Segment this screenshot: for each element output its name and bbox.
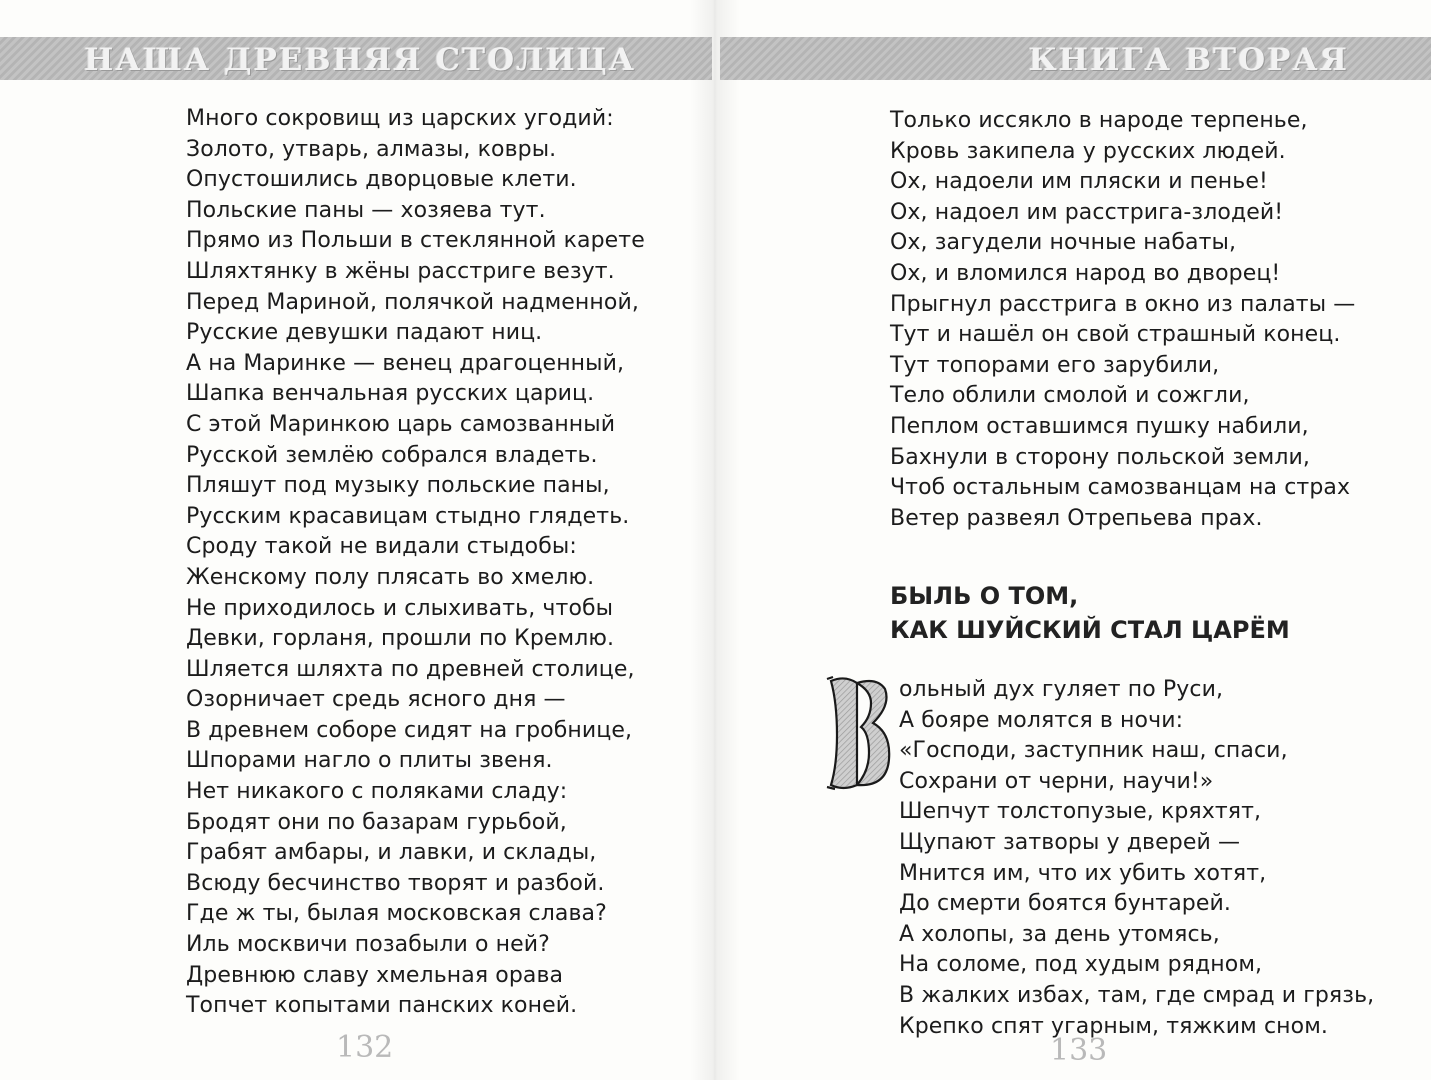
poem-line: Опустошились дворцовые клети. (186, 167, 577, 193)
poem-line: Прямо из Польши в стеклянной карете (186, 228, 645, 254)
poem-line: Шпорами нагло о плиты звеня. (186, 748, 553, 774)
poem-line: Ох, надоели им пляски и пенье! (890, 169, 1268, 195)
poem-line: Иль москвичи позабыли о ней? (186, 932, 550, 958)
poem-line: А на Маринке — венец драгоценный, (186, 350, 625, 376)
section-heading-line: КАК ШУЙСКИЙ СТАЛ ЦАРЁМ (890, 616, 1290, 644)
poem-line: Тут топорами его зарубили, (890, 352, 1220, 378)
poem-line: Бахнули в сторону польской земли, (890, 444, 1310, 470)
poem-line: Грабят амбары, и лавки, и склады, (186, 840, 597, 866)
poem-line: ольный дух гуляет по Руси, (899, 677, 1224, 702)
poem-line: На соломе, под худым рядном, (899, 952, 1263, 978)
poem-line: Пеплом оставшимся пушку набили, (890, 413, 1309, 439)
poem-line: До смерти боятся бунтарей. (899, 891, 1231, 917)
poem-line: Чтоб остальным самозванцам на страх (890, 475, 1351, 501)
poem-line: Шапка венчальная русских цариц. (186, 381, 595, 407)
poem-line: А холопы, за день утомясь, (899, 921, 1220, 947)
poem-line: Пляшут под музыку польские паны, (186, 473, 610, 499)
poem-line: Польские паны — хозяева тут. (186, 197, 546, 223)
poem-line: Шляхтянку в жёны расстриге везут. (186, 258, 615, 284)
section-heading-line: БЫЛЬ О ТОМ, (890, 582, 1079, 610)
poem-line: Кровь закипела у русских людей. (890, 138, 1286, 164)
poem-line: Не приходилось и слыхивать, чтобы (186, 595, 614, 621)
left-page-number: 132 (336, 1030, 394, 1065)
poem-line: Мнится им, что их убить хотят, (899, 860, 1267, 886)
poem-line: «Господи, заступник наш, спаси, (899, 738, 1288, 764)
poem-line: Сроду такой не видали стыдобы: (186, 534, 577, 560)
poem-line: А бояре молятся в ночи: (899, 707, 1184, 733)
poem-line: Много сокровищ из царских угодий: (186, 106, 614, 131)
left-header-title: НАША ДРЕВНЯЯ СТОЛИЦА (84, 42, 636, 78)
poem-line: Русским красавицам стыдно глядеть. (186, 503, 630, 529)
poem-line: Русские девушки падают ниц. (186, 320, 543, 346)
poem-line: Сохрани от черни, научи!» (899, 768, 1214, 794)
poem-line: Древнюю славу хмельная орава (186, 962, 564, 988)
poem-line: Перед Мариной, полячкой надменной, (186, 289, 639, 315)
poem-line: Тело облили смолой и сожгли, (890, 383, 1250, 409)
poem-line: Крепко спят угарным, тяжким сном. (899, 1013, 1329, 1039)
poem-line: Озорничает средь ясного дня — (186, 687, 566, 713)
poem-line: В жалких избах, там, где смрад и грязь, (899, 982, 1375, 1008)
poem-line: Где ж ты, былая московская слава? (186, 901, 607, 927)
right-page-number: 133 (1050, 1033, 1108, 1068)
right-page-poem (890, 106, 1355, 534)
poem-line: Ветер развеял Отрепьева прах. (890, 505, 1263, 531)
poem-line: В древнем соборе сидят на гробнице, (186, 717, 633, 743)
right-header-title: КНИГА ВТОРАЯ (1028, 42, 1349, 78)
poem-line: Бродят они по базарам гурьбой, (186, 809, 567, 835)
left-page-poem (186, 104, 645, 1022)
poem-line: Всюду бесчинство творят и разбой. (186, 870, 605, 896)
poem-line: Ох, и вломился народ во дворец! (890, 260, 1281, 286)
poem-line: Ох, надоел им расстрига-злодей! (890, 199, 1284, 225)
poem-line: Женскому полу плясать во хмелю. (186, 564, 595, 590)
poem-line: Ох, загудели ночные набаты, (890, 230, 1237, 256)
left-running-header (0, 37, 712, 80)
right-running-header (720, 37, 1431, 80)
poem-line: Девки, горланя, прошли по Кремлю. (186, 626, 615, 652)
poem-line: Тут и нашёл он свой страшный конец. (890, 322, 1341, 348)
poem-line: Шепчут толстопузые, кряхтят, (899, 799, 1262, 825)
book-gutter (690, 0, 740, 1080)
poem-line: Прыгнул расстрига в окно из палаты — (890, 291, 1356, 317)
poem-line: С этой Маринкою царь самозванный (186, 411, 616, 437)
chapter-poem (899, 675, 1374, 1042)
poem-line: Только иссякло в народе терпенье, (890, 108, 1308, 133)
section-heading (890, 579, 1290, 647)
poem-line: Золото, утварь, алмазы, ковры. (186, 136, 557, 162)
poem-line: Русской землёю собрался владеть. (186, 442, 598, 468)
poem-line: Топчет копытами панских коней. (186, 993, 578, 1019)
drop-cap-letter (827, 675, 893, 791)
poem-line: Шляется шляхта по древней столице, (186, 656, 635, 682)
poem-line: Нет никакого с поляками сладу: (186, 779, 568, 805)
poem-line: Щупают затворы у дверей — (899, 829, 1241, 855)
